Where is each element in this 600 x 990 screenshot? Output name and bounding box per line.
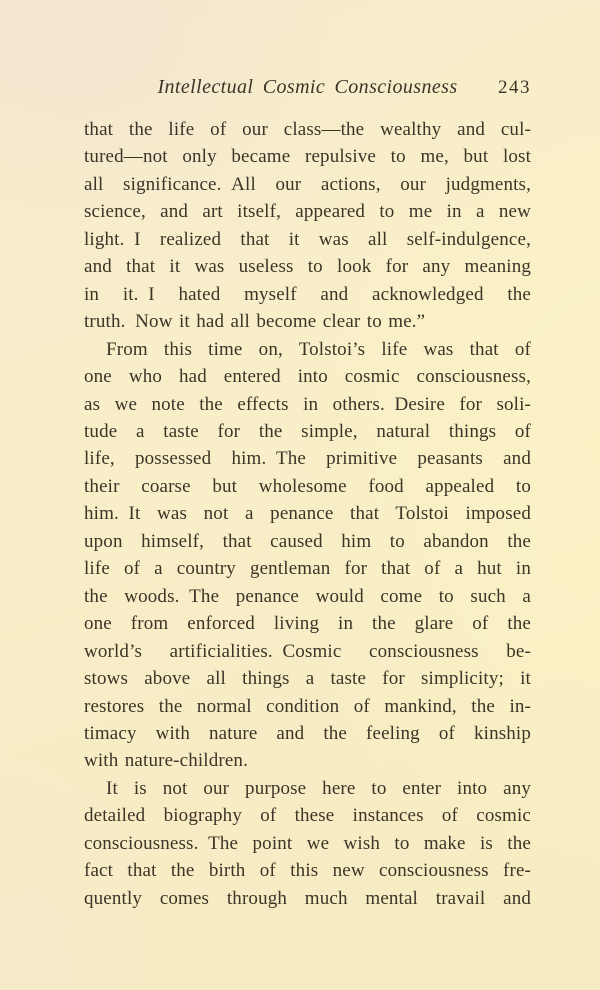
- text-line: truth. Now it had all become clear to me.”: [84, 311, 426, 333]
- text-line: all significance. All our actions, our judgments,: [84, 173, 531, 195]
- text-line: upon himself, that caused him to abandon the: [84, 530, 531, 552]
- text-line: one from enforced living in the glare of the: [84, 613, 531, 635]
- paragraph: [84, 116, 531, 336]
- text-line: as we note the effects in others. Desire for soli-: [84, 393, 531, 415]
- text-line: the woods. The penance would come to such a: [84, 585, 531, 607]
- text-line: detailed biography of these instances of cosmic: [84, 805, 531, 827]
- text-line: fact that the birth of this new consciousness fre-: [84, 860, 531, 882]
- text-line: that the life of our class—the wealthy and cul-: [84, 119, 531, 140]
- page-content: [84, 74, 531, 912]
- text-line: one who had entered into cosmic consciousness,: [84, 366, 531, 388]
- text-line: stows above all things a taste for simplicity; it: [84, 668, 531, 690]
- page-number: 243: [498, 77, 531, 98]
- text-line: quently comes through much mental travail and: [84, 887, 531, 909]
- text-line: tured—not only became repulsive to me, but lost: [84, 146, 531, 168]
- text-line: their coarse but wholesome food appealed to: [84, 475, 531, 497]
- text-line: life, possessed him. The primitive peasants and: [84, 448, 531, 470]
- page-body: [84, 116, 531, 912]
- text-line: It is not our purpose here to enter into any: [106, 777, 531, 799]
- text-line: restores the normal condition of mankind, the in-: [84, 695, 531, 717]
- text-line: light. I realized that it was all self-indulgence,: [84, 228, 531, 250]
- text-line: and that it was useless to look for any meaning: [84, 256, 531, 278]
- text-line: timacy with nature and the feeling of kinship: [84, 722, 531, 744]
- text-line: world’s artificialities. Cosmic consciousness be-: [84, 640, 531, 662]
- text-line: tude a taste for the simple, natural things of: [84, 420, 531, 442]
- paragraph: [84, 336, 531, 775]
- text-line: with nature-children.: [84, 750, 248, 772]
- text-line: From this time on, Tolstoi’s life was that of: [106, 338, 531, 360]
- text-line: science, and art itself, appeared to me in a new: [84, 201, 531, 223]
- text-line: him. It was not a penance that Tolstoi imposed: [84, 503, 531, 525]
- text-line: in it. I hated myself and acknowledged the: [84, 283, 531, 305]
- running-header: [84, 74, 531, 100]
- text-line: consciousness. The point we wish to make is the: [84, 832, 531, 854]
- paragraph: [84, 775, 531, 912]
- text-line: life of a country gentleman for that of a hut in: [84, 558, 531, 580]
- running-header-title: Intellectual Cosmic Consciousness: [157, 76, 458, 98]
